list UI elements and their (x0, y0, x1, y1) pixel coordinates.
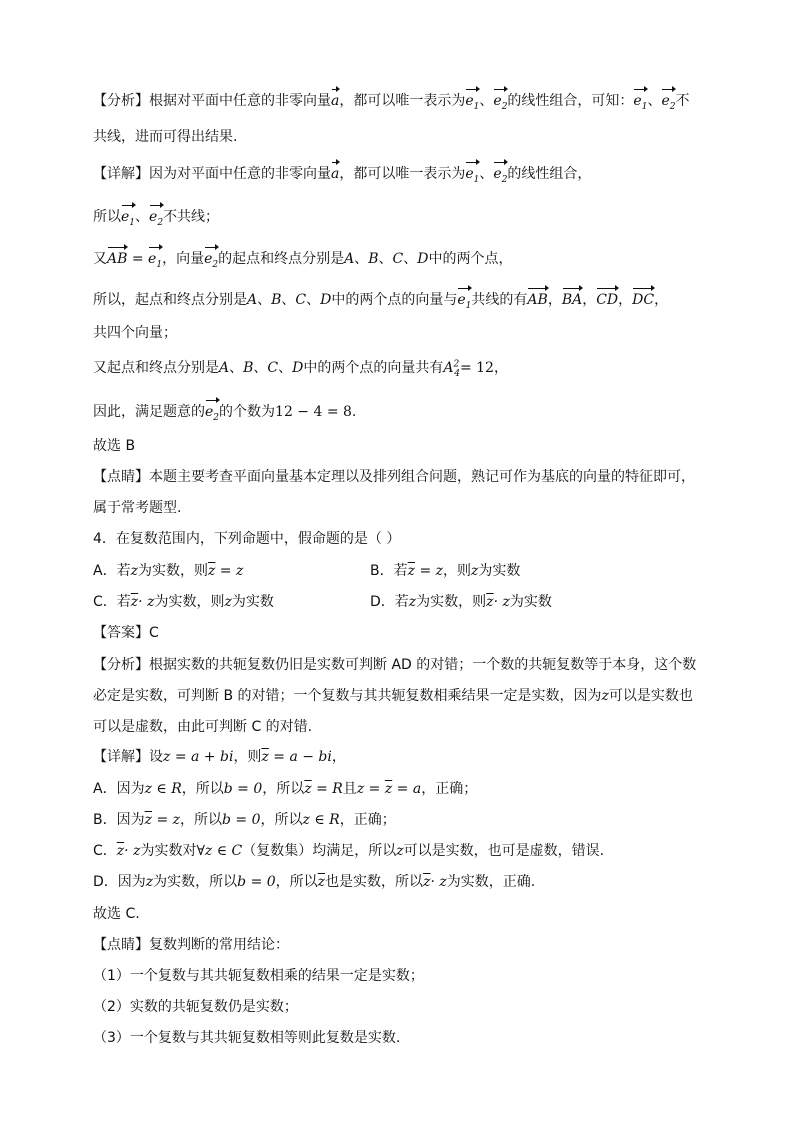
vector-AB: AB (107, 245, 127, 269)
question-stem: 4．在复数范围内，下列命题中，假命题的是（ ） (93, 531, 401, 547)
comment-2-item-2: （2）实数的共轭复数仍是实数； (93, 999, 298, 1015)
detail-1-line-3: 又AB = $e_1$，向量$e_2$的起点和终点分别是A、B、C、D中的两个点， (93, 245, 512, 267)
detail-1-line-4: 所以，起点和终点分别是A、B、C、D中的两个点的向量与$e_1$共线的有AB，BA，CD，DC， (93, 286, 668, 308)
detail-2-line-1: 【详解】设z = a + bi，则$\overline{z} = a$ − bi， (93, 749, 346, 765)
vector-e1: $e_1$ (457, 286, 471, 310)
detail-1-line-2: 所以$e_1$、$e_2$不共线； (93, 203, 219, 225)
vector-e2: $e_2$ (205, 398, 219, 422)
detail-1-line-1: 【详解】因为对平面中任意的非零向量a，都可以唯一表示为$e_1$、$e_2$的线性组合， (93, 160, 591, 182)
vector-e1: $e_1$ (148, 245, 162, 269)
analysis-2-line-1: 【分析】根据实数的共轭复数仍旧是实数可判断 AD 的对错；一个数的共轭复数等于本身，这个数 (93, 657, 697, 673)
vector-a: a (331, 87, 339, 111)
comment-1-line-1: 【点睛】本题主要考查平面向量基本定理以及排列组合问题，熟记可作为基底的向量的特征即可， (93, 469, 695, 485)
option-a: A．若z为实数，则$\overline{z} = z$ (93, 563, 244, 579)
option-d: D．若z为实数，则$\overline{z}\cdot z$为实数 (370, 594, 552, 610)
vector-e2: $e_2$ (204, 245, 218, 269)
vector-DC: DC (632, 286, 654, 310)
vector-e1: $e_1$ (465, 160, 479, 184)
comment-tag: 【点睛】 (93, 937, 149, 953)
vector-e1: $e_1$ (465, 87, 479, 111)
detail-1-line-7: 因此，满足题意的$e_2$的个数为12 − 4 = 8. (93, 398, 356, 420)
detail-1-line-5: 共四个向量； (93, 325, 177, 341)
analysis-1-line-1: 【分析】根据对平面中任意的非零向量a，都可以唯一表示为$e_1$、$e_2$的线性组合，可知：$e_1$、$e_2$不 (93, 87, 689, 109)
detail-1-line-6: 又起点和终点分别是A、B、C、D中的两个点的向量共有$A^2_4= 12$， (93, 359, 508, 379)
analysis-2-line-3: 可以是虚数，由此可判断 C 的对错. (93, 719, 313, 735)
vector-e1: $e_1$ (633, 87, 647, 111)
option-c: C．若$\overline{z}\cdot z$为实数，则z为实数 (93, 594, 274, 610)
comment-2-item-3: （3）一个复数与其共轭复数相等则此复数是实数. (93, 1030, 401, 1046)
question-options-row-2 (0, 592, 794, 614)
vector-AB: AB (527, 286, 547, 310)
comment-2-item-1: （1）一个复数与其共轭复数相乘的结果一定是实数； (93, 968, 424, 984)
vector-CD: CD (596, 286, 618, 310)
detail-tag: 【详解】 (93, 749, 149, 765)
detail-2-line-c: C．$\overline{z}\cdot z$为实数对∀z ∈ C（复数集）均满足，所以z可以是实数，也可是虚数，错误. (93, 843, 605, 859)
comment-1-line-2: 属于常考题型. (93, 500, 182, 516)
analysis-2-line-2: 必定是实数，可判断 B 的对错；一个复数与其共轭复数相乘结果一定是实数，因为z可以是实数也 (93, 688, 693, 704)
vector-BA: BA (562, 286, 582, 310)
detail-2-line-d: D．因为z为实数，所以b = 0，所以$\overline{z}$也是实数，所以$\overline{z}\cdot z$为实数，正确. (93, 874, 536, 890)
vector-e2: $e_2$ (493, 87, 507, 111)
detail-2-line-a: A．因为z ∈ R，所以b = 0，所以$\overline{z} = R$且$z = \overline{z} = a$，正确； (93, 781, 478, 797)
analysis-1-line-2: 共线，进而可得出结果. (93, 129, 238, 145)
answer-line: 【答案】C (93, 625, 159, 641)
vector-e2: $e_2$ (661, 87, 675, 111)
analysis-tag: 【分析】 (93, 657, 149, 673)
vector-e2: $e_2$ (493, 160, 507, 184)
comment-2-line-1: 【点睛】复数判断的常用结论： (93, 937, 289, 953)
comment-tag: 【点睛】 (93, 469, 149, 485)
analysis-tag: 【分析】 (93, 93, 149, 109)
detail-2-line-b: B．因为$\overline{z} = z$，所以b = 0，所以z ∈ R，正确； (93, 812, 396, 828)
permutation-symbol: $A^2_4$ (443, 359, 460, 379)
vector-e1: $e_1$ (121, 203, 135, 227)
question-options-row-1 (0, 561, 794, 583)
detail-2-choose: 故选 C. (93, 906, 140, 922)
answer-tag: 【答案】 (93, 625, 149, 641)
detail-1-choose: 故选 B (93, 438, 136, 454)
detail-tag: 【详解】 (93, 166, 149, 182)
vector-e2: $e_2$ (149, 203, 163, 227)
vector-a: a (331, 160, 339, 184)
option-b: B．若$\overline{z} = z$，则z为实数 (370, 563, 521, 579)
